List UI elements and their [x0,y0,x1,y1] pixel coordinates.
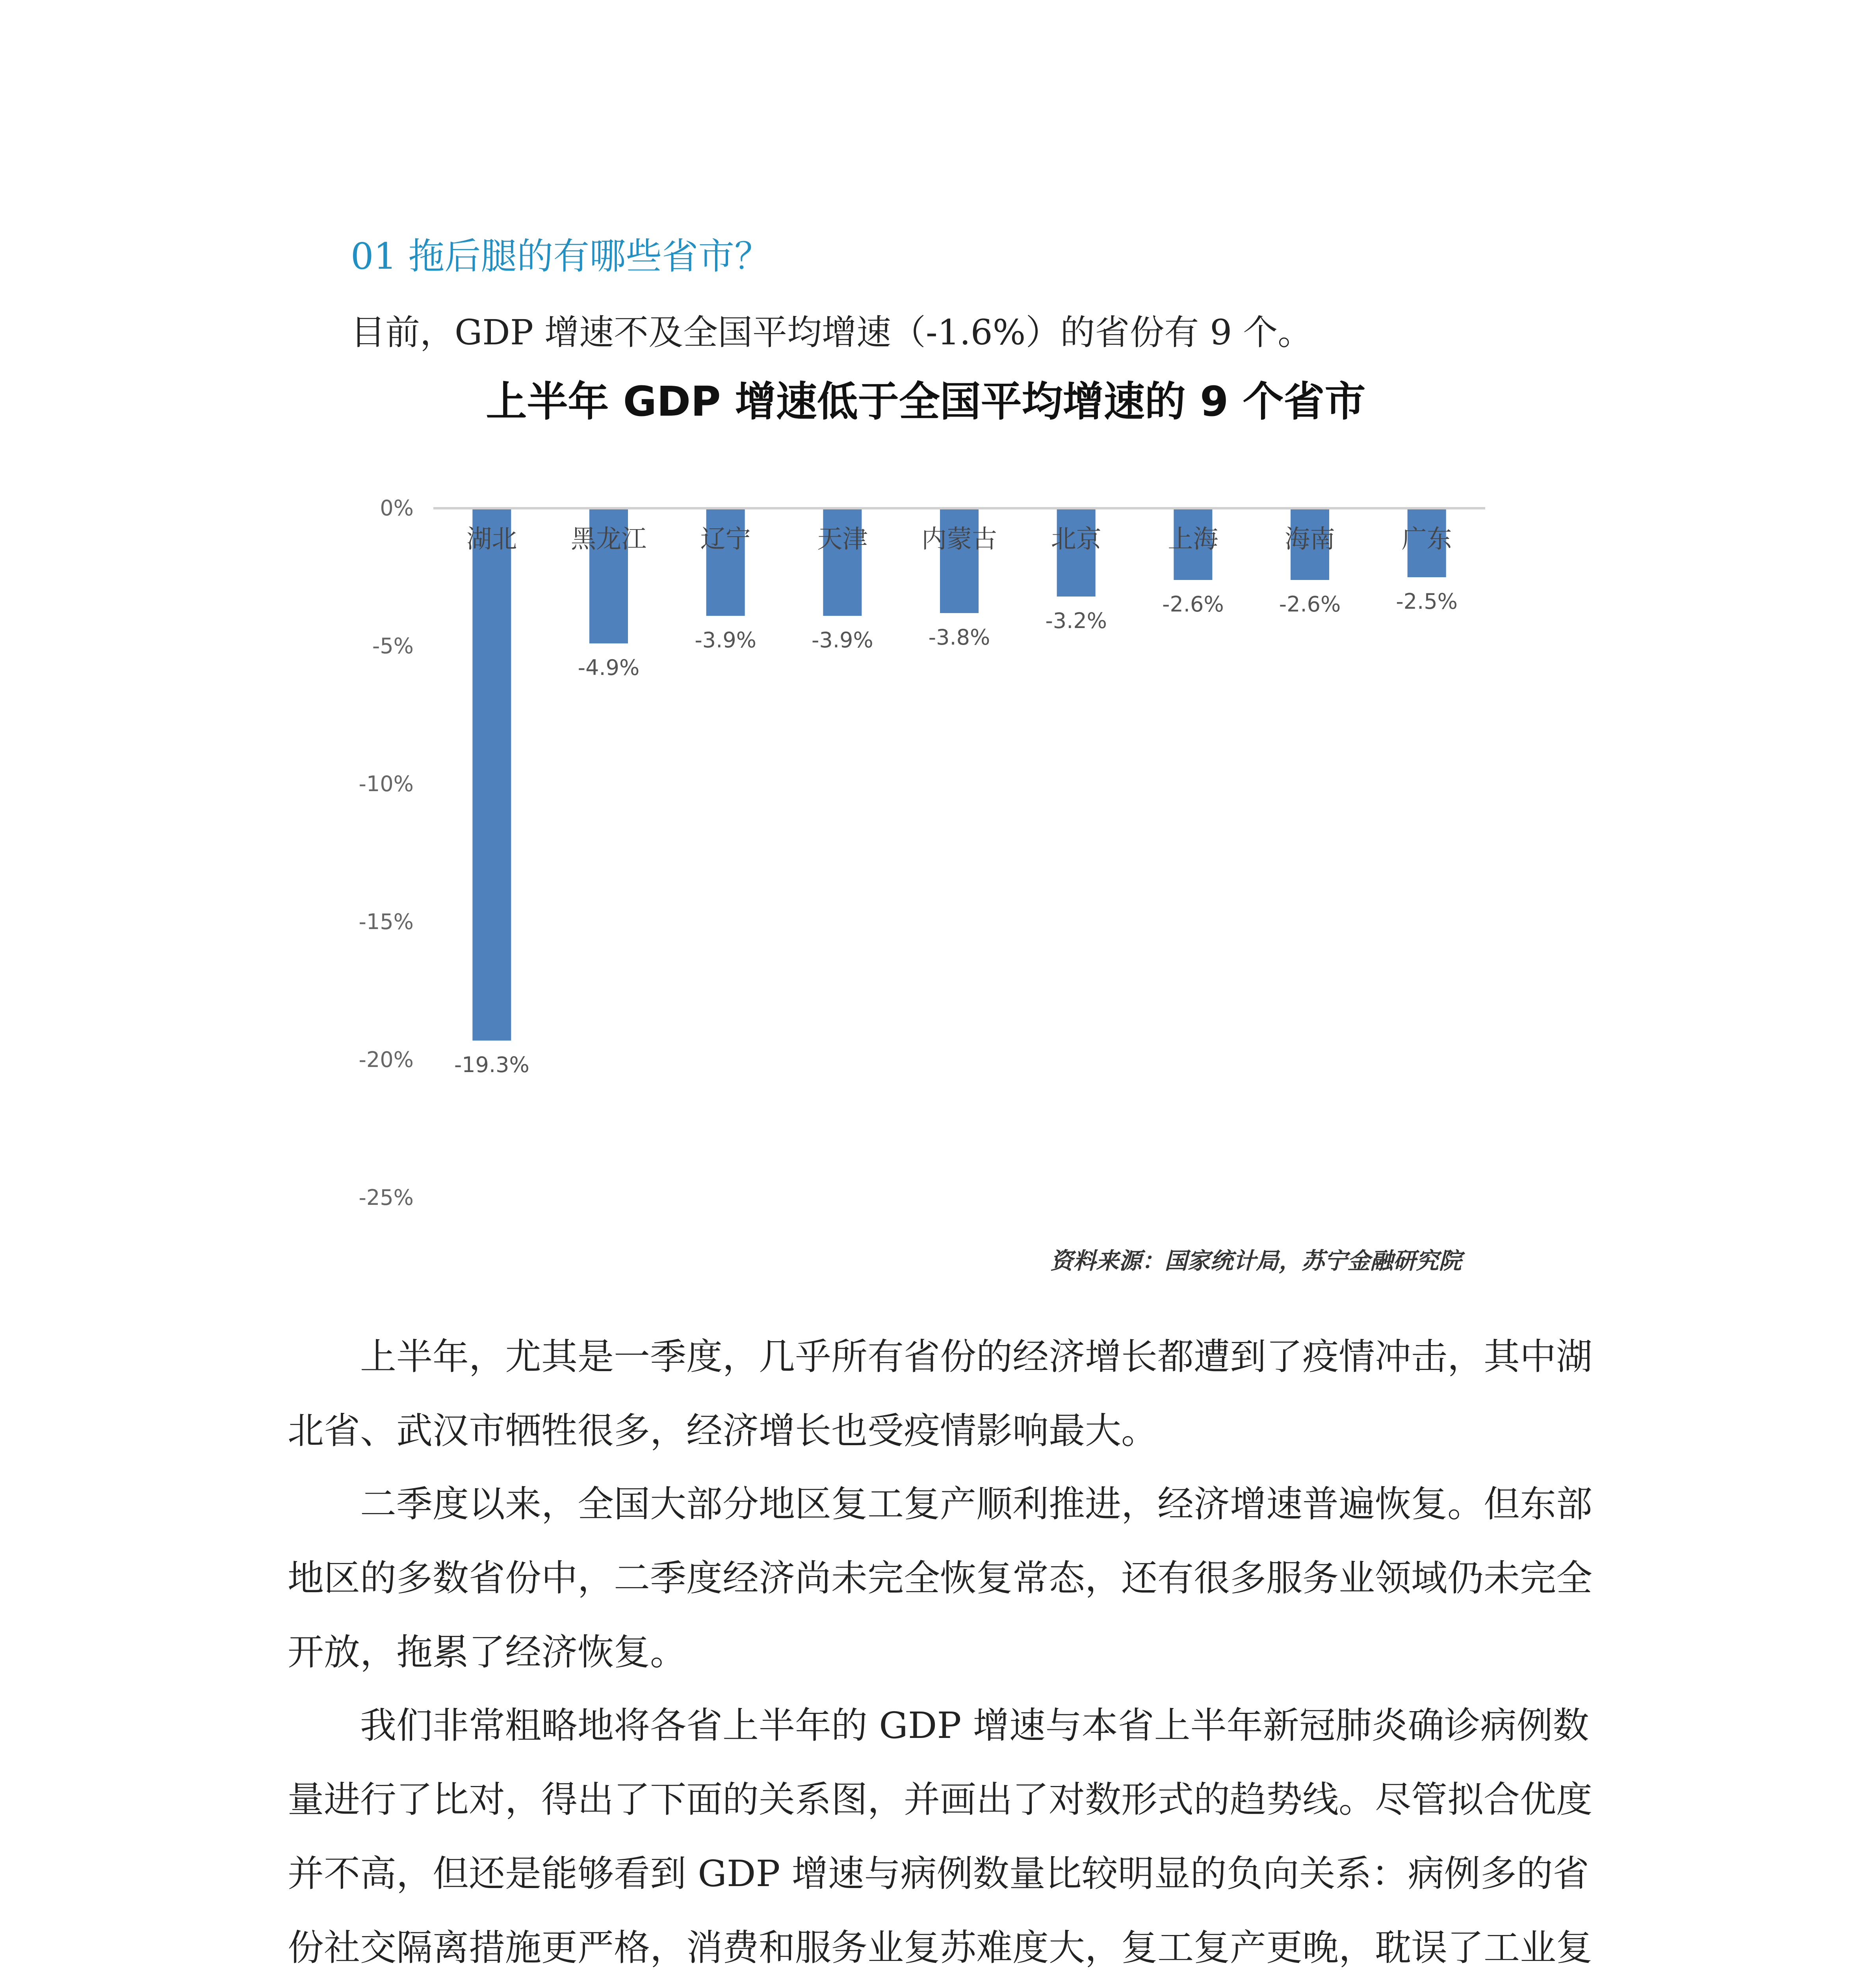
y-tick-label: -5% [372,634,414,658]
category-label: 黑龙江 [571,525,646,554]
paragraph-1: 上半年，尤其是一季度，几乎所有省份的经济增长都遭到了疫情冲击，其中湖北省、武汉市牺牲很多，经济增长也受疫情影响最大。 [288,1336,1593,1452]
category-label: 辽宁 [700,525,751,554]
data-label: -19.3% [454,1052,529,1077]
data-label: -3.9% [695,628,757,652]
paragraph-2: 二季度以来，全国大部分地区复工复产顺利推进，经济增速普遍恢复。但东部地区的多数省份中，二季度经济尚未完全恢复常态，还有很多服务业领域仍未完全开放，拖累了经济恢复。 [288,1483,1593,1673]
data-label: -2.6% [1162,592,1224,617]
bar-chart [335,378,1517,1300]
data-label: -3.9% [811,628,873,652]
data-label: -4.9% [578,655,640,680]
bars [472,508,1446,1041]
category-label: 广东 [1401,525,1452,554]
category-label: 内蒙古 [921,525,997,554]
bar [472,508,511,1041]
category-label: 北京 [1051,525,1101,554]
intro-text: 目前，GDP 增速不及全国平均增速（-1.6%）的省份有 9 个。 [351,312,1313,353]
category-label: 湖北 [466,525,517,554]
data-label: -2.5% [1396,589,1458,614]
bar [940,508,979,613]
category-label: 上海 [1168,525,1218,554]
data-label: -3.8% [928,625,990,650]
data-labels [454,589,1458,1077]
category-label: 海南 [1285,525,1335,554]
bar-chart-svg [335,378,1517,1300]
y-axis [358,496,414,1210]
data-label: -3.2% [1045,608,1107,633]
chart-source: 资料来源：国家统计局，苏宁金融研究院 [1050,1247,1462,1274]
category-labels [466,525,1452,554]
y-tick-label: -10% [358,771,414,796]
bar [823,508,862,616]
chart-title: 上半年 GDP 增速低于全国平均增速的 9 个省市 [486,378,1366,426]
y-tick-label: -25% [358,1185,414,1210]
paragraph-3: 我们非常粗略地将各省上半年的 GDP 增速与本省上半年新冠肺炎确诊病例数量进行了比对，得出了下面的关系图，并画出了对数形式的趋势线。尽管拟合优度并不高，但还是能够看到 GDP 增速与病例数量比较明显的负向关系：病例多的省份社交隔离措施更严格，消费和服务业复苏难度大，复工复产更晚，耽误了工业复 [288,1704,1593,1969]
y-tick-label: -20% [358,1047,414,1072]
section-heading: 01 拖后腿的有哪些省市？ [351,235,771,277]
y-tick-label: 0% [380,496,414,520]
y-tick-label: -15% [358,909,414,934]
bar [706,508,745,616]
data-label: -2.6% [1279,592,1341,617]
category-label: 天津 [817,525,868,554]
